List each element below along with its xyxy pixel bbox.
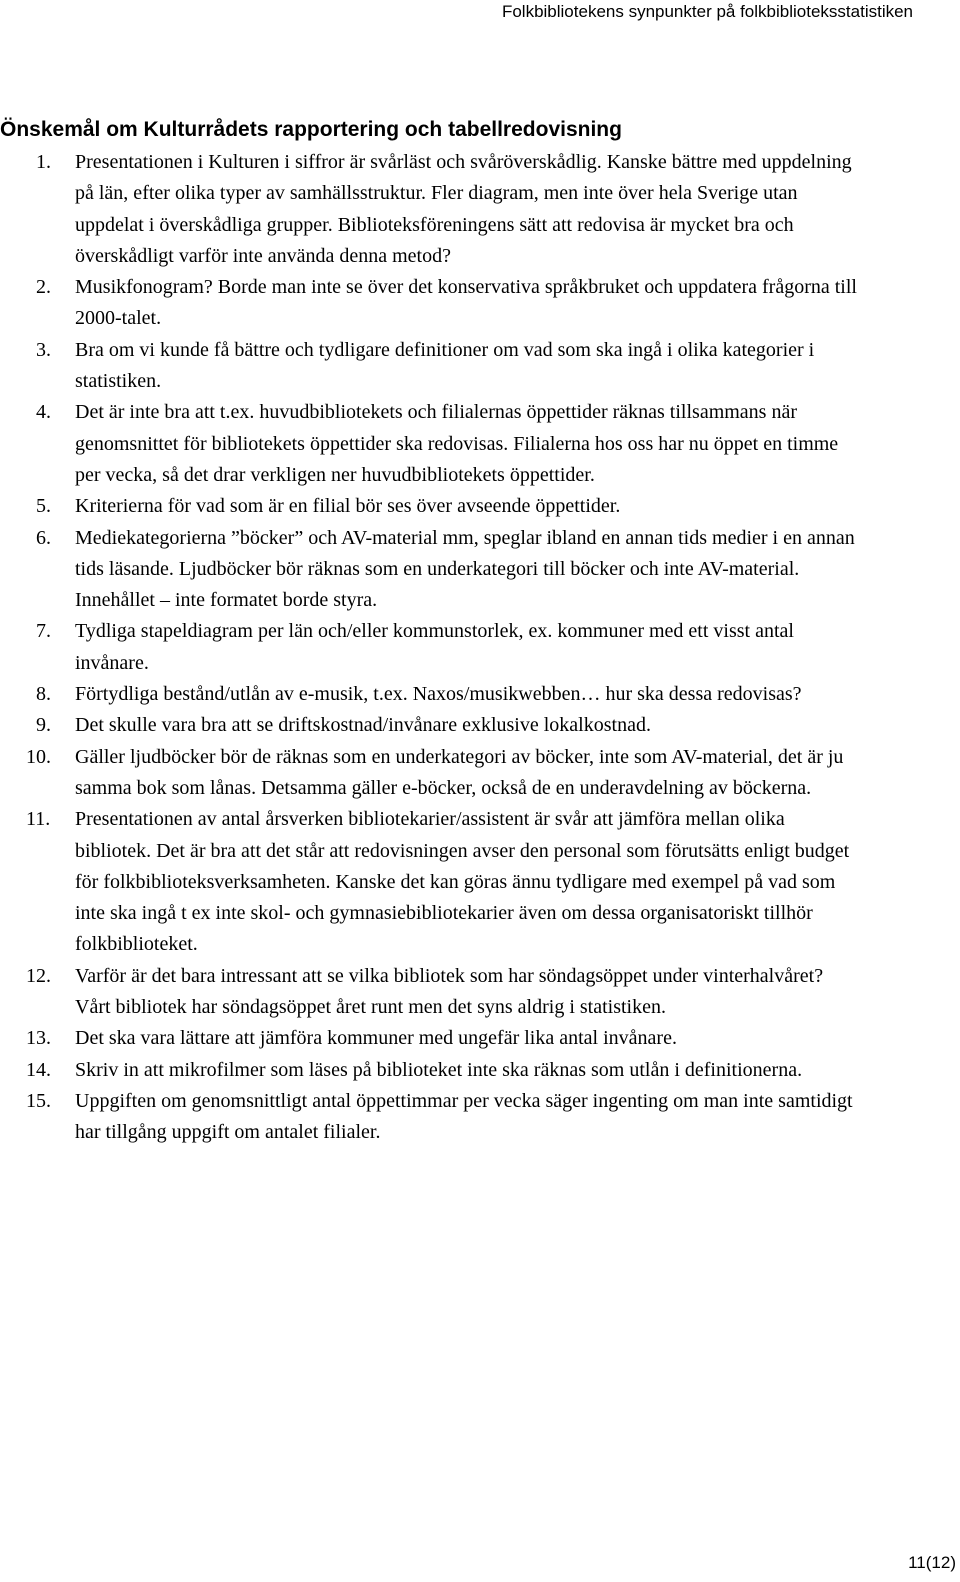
item-text: Kriterierna för vad som är en filial bör ses över avseende öppettider.: [75, 495, 621, 518]
item-number: 10.: [26, 745, 51, 768]
item-text: Presentationen i Kulturen i siffror är svårläst och svåröverskådlig. Kanske bättre med uppdelning på län, efter olika typer av samhällsstruktur. Fler diagram, men inte över hela Sverige utan uppdelat i överskådliga grupper. Biblioteksföreningens sätt att redovisa är mycket bra och överskådligt varför inte använda denna metod?: [75, 151, 852, 267]
list-item: [0, 272, 860, 335]
list-item: [0, 147, 860, 272]
feedback-list: [0, 147, 860, 1149]
item-text: Uppgiften om genomsnittligt antal öppettimmar per vecka säger ingenting om man inte samtidigt har tillgång uppgift om antalet filialer.: [75, 1089, 853, 1144]
item-text: Skriv in att mikrofilmer som läses på biblioteket inte ska räknas som utlån i definitionerna.: [75, 1058, 803, 1081]
item-number: 11.: [26, 808, 51, 831]
page-number: 11(12): [908, 1553, 956, 1572]
list-item: [0, 491, 860, 522]
list-item: [0, 679, 860, 710]
item-text: Presentationen av antal årsverken bibliotekarier/assistent är svår att jämföra mellan olika bibliotek. Det är bra att det står att redovisningen avser den personal som förutsätts enligt budget för folkbiblioteksverksamheten. Kanske det kan göras ännu tydligare med exempel på vad som inte ska ingå t ex inte skol- och gymnasiebibliotekarier även om dessa organisatoriskt tillhör folkbiblioteket.: [75, 808, 850, 956]
item-text: Det skulle vara bra att se driftskostnad/invånare exklusive lokalkostnad.: [75, 714, 651, 737]
list-item: [0, 523, 860, 617]
list-item: [0, 397, 860, 491]
list-item: [0, 742, 860, 805]
list-item: [0, 1086, 860, 1149]
item-number: 7.: [36, 620, 51, 643]
item-number: 14.: [26, 1058, 51, 1081]
list-item: [0, 335, 860, 398]
item-number: 15.: [26, 1089, 51, 1112]
item-number: 9.: [36, 714, 51, 737]
list-item: [0, 616, 860, 679]
list-item: [0, 804, 860, 960]
item-text: Det är inte bra att t.ex. huvudbibliotekets och filialernas öppettider räknas tillsammans när genomsnittet för bibliotekets öppettider ska redovisas. Filialerna hos oss har nu öppet en timme per vecka, så det drar verkligen ner huvudbibliotekets öppettider.: [75, 401, 839, 486]
item-text: Det ska vara lättare att jämföra kommuner med ungefär lika antal invånare.: [75, 1027, 677, 1050]
running-header: Folkbibliotekens synpunkter på folkbiblioteksstatistiken: [501, 2, 913, 21]
item-text: Bra om vi kunde få bättre och tydligare definitioner om vad som ska ingå i olika kategorier i statistiken.: [75, 338, 815, 393]
item-number: 6.: [36, 526, 51, 549]
item-number: 12.: [26, 964, 51, 987]
list-item: [0, 1023, 860, 1054]
section-heading: Önskemål om Kulturrådets rapportering och tabellredovisning: [0, 118, 622, 141]
item-text: Tydliga stapeldiagram per län och/eller kommunstorlek, ex. kommuner med ett visst antal invånare.: [75, 620, 794, 674]
item-text: Musikfonogram? Borde man inte se över det konservativa språkbruket och uppdatera frågorna till 2000-talet.: [75, 276, 857, 330]
item-number: 1.: [36, 151, 51, 173]
item-number: 2.: [36, 276, 51, 299]
item-number: 5.: [36, 495, 51, 518]
item-number: 8.: [36, 683, 51, 706]
item-text: Mediekategorierna ”böcker” och AV-material mm, speglar ibland en annan tids medier i en annan tids läsande. Ljudböcker bör räknas som en underkategori till böcker och inte AV-material. Innehållet – inte formatet borde styra.: [75, 526, 855, 612]
list-item: [0, 961, 860, 1024]
item-text: Gäller ljudböcker bör de räknas som en underkategori av böcker, inte som AV-material, det är ju samma bok som lånas. Detsamma gäller e-böcker, också de en underavdelning av böckerna.: [75, 745, 844, 799]
item-number: 3.: [36, 338, 51, 361]
list-item: [0, 1055, 860, 1086]
list-item: [0, 710, 860, 741]
item-text: Förtydliga bestånd/utlån av e-musik, t.ex. Naxos/musikwebben… hur ska dessa redovisas?: [75, 683, 802, 706]
item-text: Varför är det bara intressant att se vilka bibliotek som har söndagsöppet under vinterhalvåret? Vårt bibliotek har söndagsöppet året runt men det syns aldrig i statistiken.: [75, 964, 824, 1019]
item-number: 4.: [36, 401, 51, 424]
item-number: 13.: [26, 1027, 51, 1050]
